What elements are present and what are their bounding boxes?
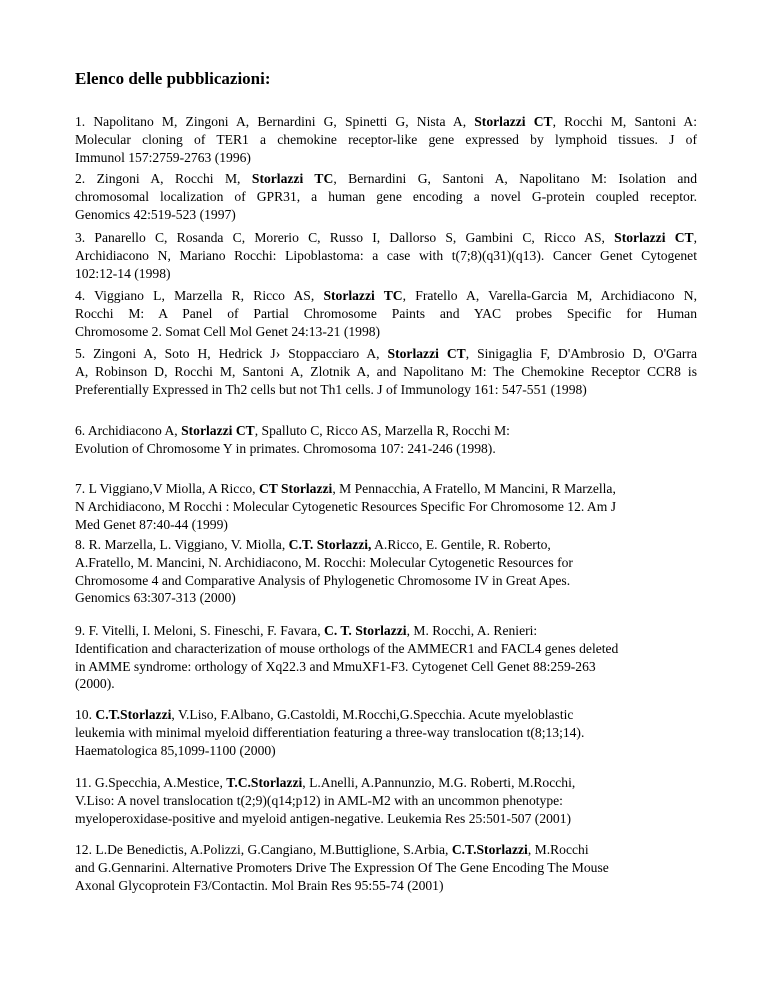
entry-line xyxy=(75,422,697,440)
author-highlight: Storlazzi TC xyxy=(251,171,334,186)
entry-text: , V.Liso, F.Albano, G.Castoldi, M.Rocchi,G.Specchia. Acute myeloblastic xyxy=(171,707,574,722)
entry-line xyxy=(75,131,697,149)
publication-entry xyxy=(75,480,697,533)
entry-text: 12. L.De Benedictis, A.Polizzi, G.Cangiano, M.Buttiglione, S.Arbia, xyxy=(75,842,452,857)
entry-text: Rocchi M: A Panel of Partial Chromosome Paints and YAC probes Specific for Human xyxy=(75,305,697,321)
entry-line xyxy=(75,247,697,265)
author-highlight: Storlazzi CT xyxy=(181,423,255,438)
entry-line xyxy=(75,345,697,363)
entry-text: myeloperoxidase-positive and myeloid antigen-negative. Leukemia Res 25:501-507 (2001) xyxy=(75,810,572,826)
entry-text: (2000). xyxy=(75,676,115,692)
entry-line xyxy=(75,149,697,167)
entry-text: 6. Archidiacono A, xyxy=(75,423,182,438)
entry-text: 102:12-14 (1998) xyxy=(75,265,171,281)
publication-entry xyxy=(75,706,697,759)
entry-text: leukemia with minimal myeloid differentiation featuring a three-way translocation t(8;13;14). xyxy=(75,724,585,740)
entry-line xyxy=(75,859,697,877)
publication-entry xyxy=(75,170,697,223)
entry-line xyxy=(75,792,697,810)
author-highlight: Storlazzi CT xyxy=(614,230,694,245)
entry-line xyxy=(75,841,697,859)
entry-text: 4. Viggiano L, Marzella R, Ricco AS, xyxy=(75,288,324,303)
publication-entry xyxy=(75,287,697,340)
entry-text: Axonal Glycoprotein F3/Contactin. Mol Brain Res 95:55-74 (2001) xyxy=(75,877,444,893)
entry-text: Chromosome 4 and Comparative Analysis of Phylogenetic Chromosome IV in Great Apes. xyxy=(75,572,571,588)
entry-text: Genomics 63:307-313 (2000) xyxy=(75,590,236,606)
entry-text: , M. Rocchi, A. Renieri: xyxy=(406,623,538,638)
author-highlight: C.T.Storlazzi xyxy=(95,707,172,722)
author-highlight: C.T.Storlazzi xyxy=(451,842,528,857)
entry-line xyxy=(75,640,697,658)
author-highlight: CT Storlazzi xyxy=(258,481,333,496)
author-highlight: Storlazzi TC xyxy=(323,288,403,303)
entry-text: , Sinigaglia F, D'Ambrosio D, O'Garra xyxy=(465,346,697,361)
author-highlight: Storlazzi CT xyxy=(474,114,553,129)
entry-line xyxy=(75,554,697,572)
author-highlight: C.T. Storlazzi, xyxy=(288,537,372,552)
author-highlight: Storlazzi CT xyxy=(387,346,466,361)
publication-entry xyxy=(75,113,697,166)
entry-text: 11. G.Specchia, A.Mestice, xyxy=(75,775,227,790)
entry-line xyxy=(75,265,697,283)
entry-text: in AMME syndrome: orthology of Xq22.3 and MmuXF1-F3. Cytogenet Cell Genet 88:259-263 xyxy=(75,658,596,674)
entry-text: , Bernardini G, Santoni A, Napolitano M: Isolation and xyxy=(333,171,698,186)
entry-line xyxy=(75,287,697,305)
entry-text: 10. xyxy=(75,707,96,722)
publication-entry xyxy=(75,536,697,607)
entry-text: , L.Anelli, A.Pannunzio, M.G. Roberti, M.Rocchi, xyxy=(302,775,576,790)
entry-text: , M Pennacchia, A Fratello, M Mancini, R Marzella, xyxy=(332,481,616,496)
publication-entry xyxy=(75,422,697,458)
author-highlight: C. T. Storlazzi xyxy=(324,623,407,638)
entry-line xyxy=(75,810,697,828)
entry-text: Evolution of Chromosome Y in primates. Chromosoma 107: 241-246 (1998). xyxy=(75,440,496,456)
entry-line xyxy=(75,363,697,381)
entry-line xyxy=(75,877,697,895)
entry-line xyxy=(75,206,697,224)
entry-text: A, Robinson D, Rocchi M, Santoni A, Zlotnik A, and Napolitano M: The Chemokine Receptor CCR8 is xyxy=(75,363,697,379)
entry-text: , M.Rocchi xyxy=(527,842,589,857)
entry-line xyxy=(75,742,697,760)
entry-line xyxy=(75,305,697,323)
entry-line xyxy=(75,572,697,590)
entry-text: Haematologica 85,1099-1100 (2000) xyxy=(75,742,276,758)
entry-line xyxy=(75,724,697,742)
entry-text: A.Fratello, M. Mancini, N. Archidiacono, M. Rocchi: Molecular Cytogenetic Resources for xyxy=(75,554,573,570)
entry-line xyxy=(75,774,697,792)
entry-text: 7. L Viggiano,V Miolla, A Ricco, xyxy=(75,481,259,496)
entry-line xyxy=(75,675,697,693)
entry-text: V.Liso: A novel translocation t(2;9)(q14;p12) in AML-M2 with an uncommon phenotype: xyxy=(75,792,563,808)
entry-text: 8. R. Marzella, L. Viggiano, V. Miolla, xyxy=(75,537,289,552)
entry-line xyxy=(75,229,697,247)
entry-text: chromosomal localization of GPR31, a human gene encoding a novel G-protein coupled receptor. xyxy=(75,188,697,204)
author-highlight: T.C.Storlazzi xyxy=(226,775,303,790)
entry-line xyxy=(75,536,697,554)
entry-text: A.Ricco, E. Gentile, R. Roberto, xyxy=(371,537,551,552)
entry-text: 2. Zingoni A, Rocchi M, xyxy=(75,171,252,186)
entry-line xyxy=(75,381,697,399)
entry-text: , Rocchi M, Santoni A: xyxy=(552,114,697,129)
entry-text: Identification and characterization of mouse orthologs of the AMMECR1 and FACL4 genes deleted xyxy=(75,640,619,656)
entry-text: , Spalluto C, Ricco AS, Marzella R, Rocchi M: xyxy=(254,423,510,438)
entry-line xyxy=(75,589,697,607)
publication-entry xyxy=(75,841,697,894)
entry-text: Immunol 157:2759-2763 (1996) xyxy=(75,149,251,165)
entry-line xyxy=(75,622,697,640)
entry-text: 5. Zingoni A, Soto H, Hedrick J› Stoppacciaro A, xyxy=(75,346,388,361)
entry-text: Med Genet 87:40-44 (1999) xyxy=(75,516,228,532)
entry-text: 9. F. Vitelli, I. Meloni, S. Fineschi, F. Favara, xyxy=(75,623,324,638)
entry-text: and G.Gennarini. Alternative Promoters Drive The Expression Of The Gene Encoding The Mouse xyxy=(75,859,609,875)
entry-line xyxy=(75,658,697,676)
entry-text: Archidiacono N, Mariano Rocchi: Lipoblastoma: a case with t(7;8)(q31)(q13). Cancer Genet Cytogenet xyxy=(75,247,697,263)
entry-text: N Archidiacono, M Rocchi : Molecular Cytogenetic Resources Specific For Chromosome 12. Am J xyxy=(75,498,617,514)
entry-line xyxy=(75,323,697,341)
entry-text: 1. Napolitano M, Zingoni A, Bernardini G, Spinetti G, Nista A, xyxy=(75,114,475,129)
entry-line xyxy=(75,440,697,458)
entry-text: Genomics 42:519-523 (1997) xyxy=(75,206,236,222)
entry-line xyxy=(75,113,697,131)
entry-text: Molecular cloning of TER1 a chemokine receptor-like gene expressed by lymphoid tissues. J of xyxy=(75,131,697,147)
entry-text: , Fratello A, Varella-Garcia M, Archidiacono N, xyxy=(402,288,698,303)
entry-text: , xyxy=(693,230,697,245)
entry-text: 3. Panarello C, Rosanda C, Morerio C, Russo I, Dallorso S, Gambini C, Ricco AS, xyxy=(75,230,615,245)
publication-entry xyxy=(75,229,697,282)
entry-line xyxy=(75,170,697,188)
publication-entry xyxy=(75,622,697,693)
page-title: Elenco delle pubblicazioni: xyxy=(75,69,271,88)
entry-text: Chromosome 2. Somat Cell Mol Genet 24:13-21 (1998) xyxy=(75,323,381,339)
publication-entry xyxy=(75,774,697,827)
entry-line xyxy=(75,498,697,516)
entry-text: Preferentially Expressed in Th2 cells but not Th1 cells. J of Immunology 161: 547-551 (1998) xyxy=(75,381,587,397)
entry-line xyxy=(75,516,697,534)
entry-line xyxy=(75,706,697,724)
entry-line xyxy=(75,480,697,498)
entry-line xyxy=(75,188,697,206)
publication-entry xyxy=(75,345,697,398)
